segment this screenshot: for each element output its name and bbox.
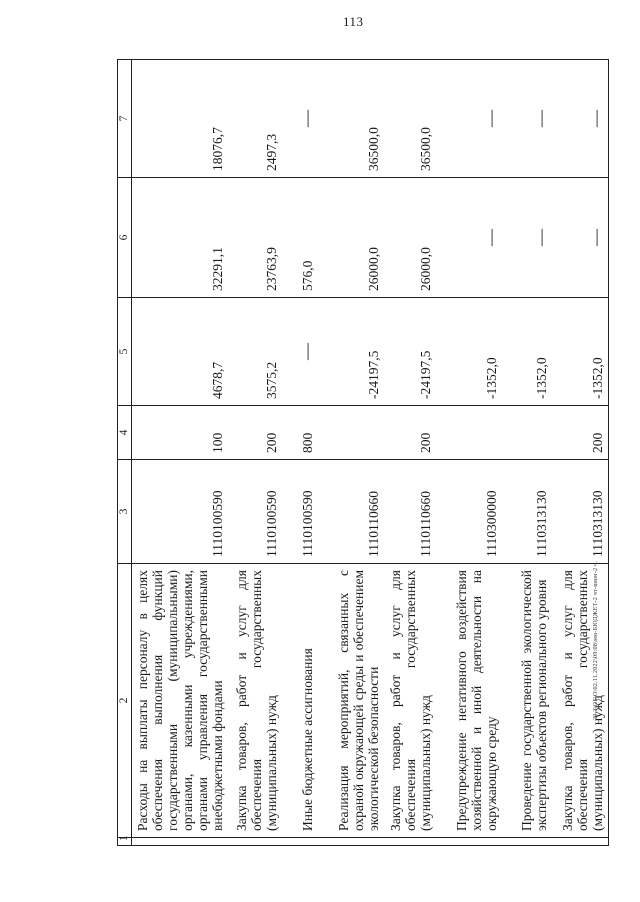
amount-col7: — (283, 60, 319, 178)
budget-table (117, 59, 609, 846)
document-footer-stamp: 20.3\ОБ\О\02.11.2022\09:08\мм-БЮДЖЕТ-2 чт-вион-2 ч. (592, 560, 599, 720)
table-row (385, 60, 437, 846)
empty-cell (131, 838, 228, 846)
amount-col7: — (503, 60, 553, 178)
empty-cell (437, 838, 503, 846)
empty-cell (503, 838, 553, 846)
table-row (283, 60, 319, 846)
row-description: Закупка товаров, работ и услуг для обеспечения государственных (муниципальных) нужд (553, 564, 609, 838)
amount-col5: -24197,5 (385, 298, 437, 406)
table-row (437, 60, 503, 846)
amount-col7: 36500,0 (385, 60, 437, 178)
row-description: Закупка товаров, работ и услуг для обеспечения государственных (муниципальных) нужд (385, 564, 437, 838)
target-article-code: 1110110660 (319, 460, 385, 564)
column-header: 6 (118, 178, 132, 298)
expense-type-code: 100 (131, 406, 228, 460)
amount-col6: 23763,9 (229, 178, 283, 298)
page-number: 113 (343, 14, 364, 29)
expense-type-code: 800 (283, 406, 319, 460)
empty-cell (229, 838, 283, 846)
amount-col6: 576,0 (283, 178, 319, 298)
target-article-code: 1110313130 (553, 460, 609, 564)
amount-col5: -1352,0 (437, 298, 503, 406)
amount-col6: — (503, 178, 553, 298)
column-header: 3 (118, 460, 132, 564)
amount-col6: 26000,0 (319, 178, 385, 298)
table-header-row (118, 60, 132, 846)
expense-type-code (437, 406, 503, 460)
empty-cell (319, 838, 385, 846)
column-header: 1 (118, 838, 132, 846)
expense-type-code: 200 (229, 406, 283, 460)
row-description: Предупреждение негативного воздействия хозяйственной и иной деятельности на окружающую среду (437, 564, 503, 838)
row-description: Закупка товаров, работ и услуг для обеспечения государственных (муниципальных) нужд (229, 564, 283, 838)
amount-col5: -1352,0 (503, 298, 553, 406)
table-row (319, 60, 385, 846)
amount-col6: — (437, 178, 503, 298)
expense-type-code: 200 (553, 406, 609, 460)
target-article-code: 1110110660 (385, 460, 437, 564)
row-description: Проведение государственной экологической экспертизы объектов регионального уровня (503, 564, 553, 838)
expense-type-code (319, 406, 385, 460)
amount-col6: — (553, 178, 609, 298)
column-header: 4 (118, 406, 132, 460)
table-row (131, 60, 228, 846)
amount-col5: 3575,2 (229, 298, 283, 406)
empty-cell (283, 838, 319, 846)
amount-col7: 36500,0 (319, 60, 385, 178)
amount-col7: 2497,3 (229, 60, 283, 178)
column-header: 5 (118, 298, 132, 406)
amount-col7: — (553, 60, 609, 178)
row-description: Иные бюджетные ассигнования (283, 564, 319, 838)
empty-cell (553, 838, 609, 846)
expense-type-code: 200 (385, 406, 437, 460)
table-row (553, 60, 609, 846)
amount-col6: 26000,0 (385, 178, 437, 298)
table-row (503, 60, 553, 846)
table-body (131, 60, 608, 846)
expense-type-code (503, 406, 553, 460)
target-article-code: 1110313130 (503, 460, 553, 564)
empty-cell (385, 838, 437, 846)
row-description: Расходы на выплаты персоналу в целях обеспечения выполнения функций государственными (муниципальными) органами, казенными учреждениями, органами управления государственными внебюджетными фондами (131, 564, 228, 838)
target-article-code: 1110300000 (437, 460, 503, 564)
amount-col6: 32291,1 (131, 178, 228, 298)
amount-col7: — (437, 60, 503, 178)
column-header: 2 (118, 564, 132, 838)
rotated-table-wrapper (117, 60, 605, 846)
amount-col5: -24197,5 (319, 298, 385, 406)
column-header: 7 (118, 60, 132, 178)
target-article-code: 1110100590 (283, 460, 319, 564)
amount-col5: — (283, 298, 319, 406)
row-description: Реализация мероприятий, связанных с охраной окружающей среды и обеспечением экологической безопасности (319, 564, 385, 838)
amount-col5: 4678,7 (131, 298, 228, 406)
amount-col5: -1352,0 (553, 298, 609, 406)
target-article-code: 1110100590 (229, 460, 283, 564)
amount-col7: 18076,7 (131, 60, 228, 178)
target-article-code: 1110100590 (131, 460, 228, 564)
table-row (229, 60, 283, 846)
